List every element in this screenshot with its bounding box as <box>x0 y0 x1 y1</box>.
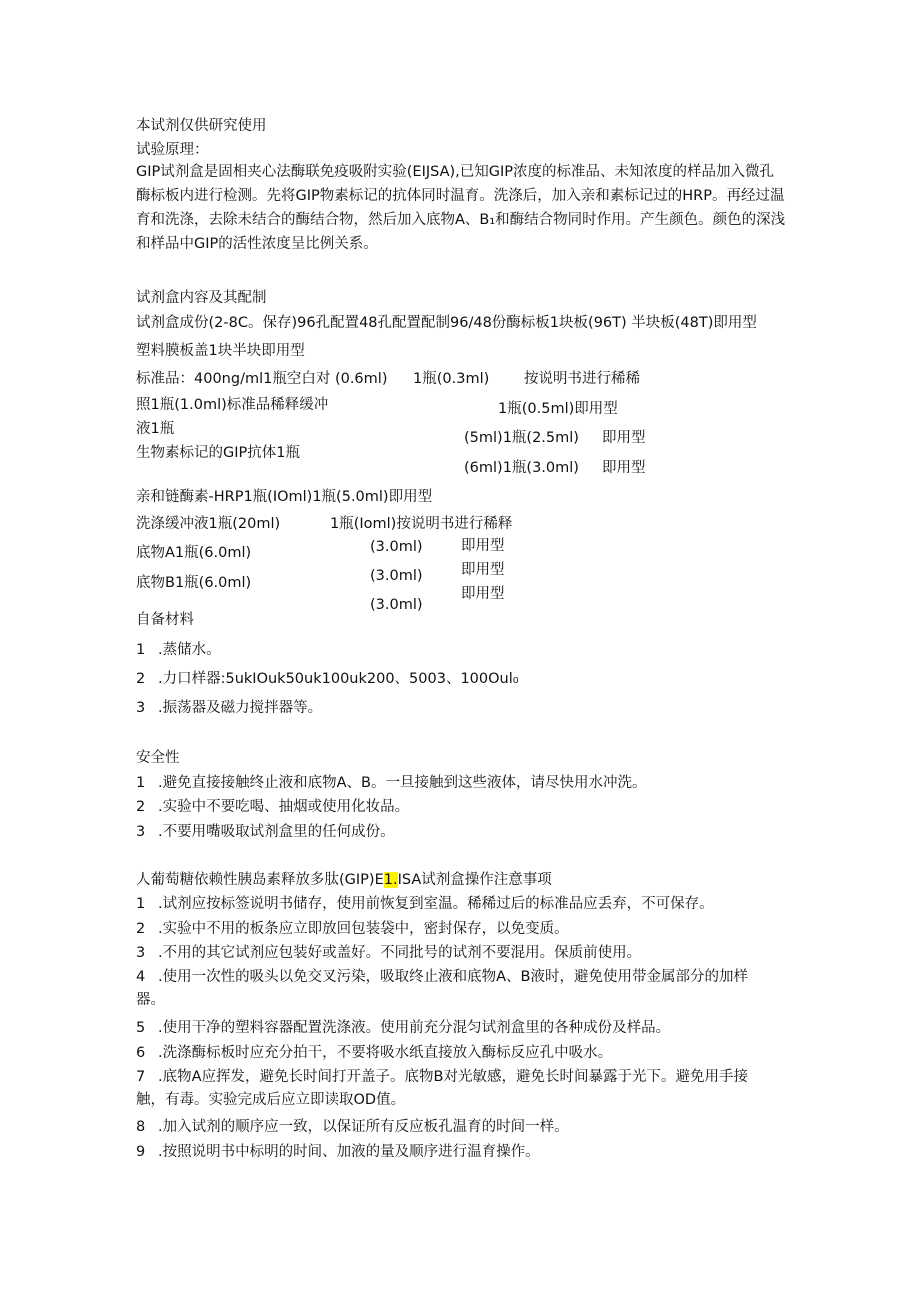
safety-item-2: 2 .实验中不要吃喝、抽烟或使用化妆品。 <box>136 799 410 815</box>
substrate-a-type: 即用型 <box>461 538 505 554</box>
stop-solution-type: 即用型 <box>461 586 505 602</box>
substrate-b-volume: (3.0ml) <box>370 568 423 584</box>
materials-heading: 自备材料 <box>136 612 194 628</box>
reagent-type-2: 即用型 <box>602 460 646 476</box>
safety-item-3: 3 .不要用嘴吸取试剂盒里的任何成份。 <box>136 824 395 840</box>
substrate-b-type: 即用型 <box>461 562 505 578</box>
standard-half-volume: 1瓶(0.3ml) <box>413 371 490 387</box>
notes-item-4: 4 .使用一次性的吸头以免交叉污染，吸取终止液和底物A、B液时，避免使用带金属部分的加样器。 <box>136 969 748 1008</box>
materials-item-2: 2 .力口样器:5ukIOuk50uk100uk200、5003、100Oul₀ <box>136 671 519 687</box>
notes-item-9: 9 .按照说明书中标明的时间、加液的量及顺序进行温育操作。 <box>136 1144 540 1160</box>
substrate-a-volume: (3.0ml) <box>370 539 423 555</box>
safety-item-1: 1 .避免直接接触终止液和底物A、B。一旦接触到这些液体，请尽快用水冲洗。 <box>136 775 647 791</box>
principle-paragraph: GIP试剂盒是固相夹心法酶联免疫吸附实验(EIJSA),已知GIP浓度的标准品、未知浓度的样品加入微孔酶标板内进行检测。先将GIP物素标记的抗体同时温育。洗涤后，加入亲和素标记过的HRP。再经过温育和洗涤，去除未结合的酶结合物，然后加入底物A、B₁和酶结合物同时作用。产生颜色。颜色的深浅和样品中GIP的活性浓度呈比例关系。 <box>136 164 786 252</box>
notes-title: 人葡萄糖依赖性胰岛素释放多肽(GIP)E1.ISA试剂盒操作注意事项 <box>136 872 552 888</box>
materials-item-3: 3 .振荡器及磁力搅拌器等。 <box>136 700 323 716</box>
research-use-notice: 本试剂仅供研究使用 <box>136 118 267 134</box>
safety-heading: 安全性 <box>136 750 180 766</box>
reagent-type-1: 即用型 <box>602 430 646 446</box>
wash-buffer-note: 1瓶(Ioml)按说明书进行稀释 <box>330 516 513 532</box>
highlighted-text: 1. <box>383 872 398 888</box>
standard-dilution-note: 按说明书进行稀稀 <box>524 371 640 387</box>
notes-item-6: 6 .洗涤酶标板时应充分拍干，不要将吸水纸直接放入酶标反应孔中吸水。 <box>136 1045 613 1061</box>
notes-item-3: 3 .不用的其它试剂应包装好或盖好。不同批号的试剂不要混用。保质前使用。 <box>136 945 642 961</box>
notes-item-5: 5 .使用干净的塑料容器配置洗涤液。使用前充分混匀试剂盒里的各种成份及样品。 <box>136 1020 671 1036</box>
stop-solution-volume-clipped <box>370 595 430 613</box>
standard-label: 标准品：400ng/ml1瓶空白对 (0.6ml) <box>136 371 388 387</box>
notes-item-1: 1 .试剂应按标签说明书储存，使用前恢复到室温。稀稀过后的标准品应丢弃，不可保存。 <box>136 896 714 912</box>
notes-item-2: 2 .实验中不用的板条应立即放回包装袋中，密封保存，以免变质。 <box>136 921 569 937</box>
substrate-b-line: 底物B1瓶(6.0ml) <box>136 575 252 591</box>
wash-buffer-line: 洗涤缓冲液1瓶(20ml) <box>136 516 281 532</box>
reagent-volume-2: (6ml)1瓶(3.0ml) <box>464 460 579 476</box>
kit-heading: 试剂盒内容及其配制 <box>136 290 267 306</box>
reagent-volume-1: (5ml)1瓶(2.5ml) <box>464 430 579 446</box>
hrp-line: 亲和链酶素-HRP1瓶(IOml)1瓶(5.0ml)即用型 <box>136 489 433 505</box>
diluent-line-b: 液1瓶 <box>136 421 175 437</box>
stop-solution-volume: (3.0ml) <box>370 597 423 613</box>
diluent-line-a: 照1瓶(1.0ml)标准品稀释缓冲 <box>136 397 329 413</box>
substrate-a-line: 底物A1瓶(6.0ml) <box>136 545 252 561</box>
notes-item-8: 8 .加入试剂的顺序应一致，以保证所有反应板孔温育的时间一样。 <box>136 1119 569 1135</box>
kit-components-line: 试剂盒成份(2-8C。保存)96孔配置48孔配置配制96/48份酶标板1块板(96T) 半块板(48T)即用型 <box>136 315 757 331</box>
plate-cover-line: 塑料膜板盖1块半块即用型 <box>136 343 305 359</box>
principle-heading: 试验原理： <box>136 142 209 158</box>
notes-item-7: 7 .底物A应挥发，避免长时间打开盖子。底物B对光敏感，避免长时间暴露于光下。避免用手接触，有毒。实验完成后应立即读取OD值。 <box>136 1069 748 1108</box>
biotin-antibody-line: 生物素标记的GIP抗体1瓶 <box>136 445 300 461</box>
materials-item-1: 1 .蒸储水。 <box>136 642 221 658</box>
diluent-volume: 1瓶(0.5ml)即用型 <box>498 401 618 417</box>
